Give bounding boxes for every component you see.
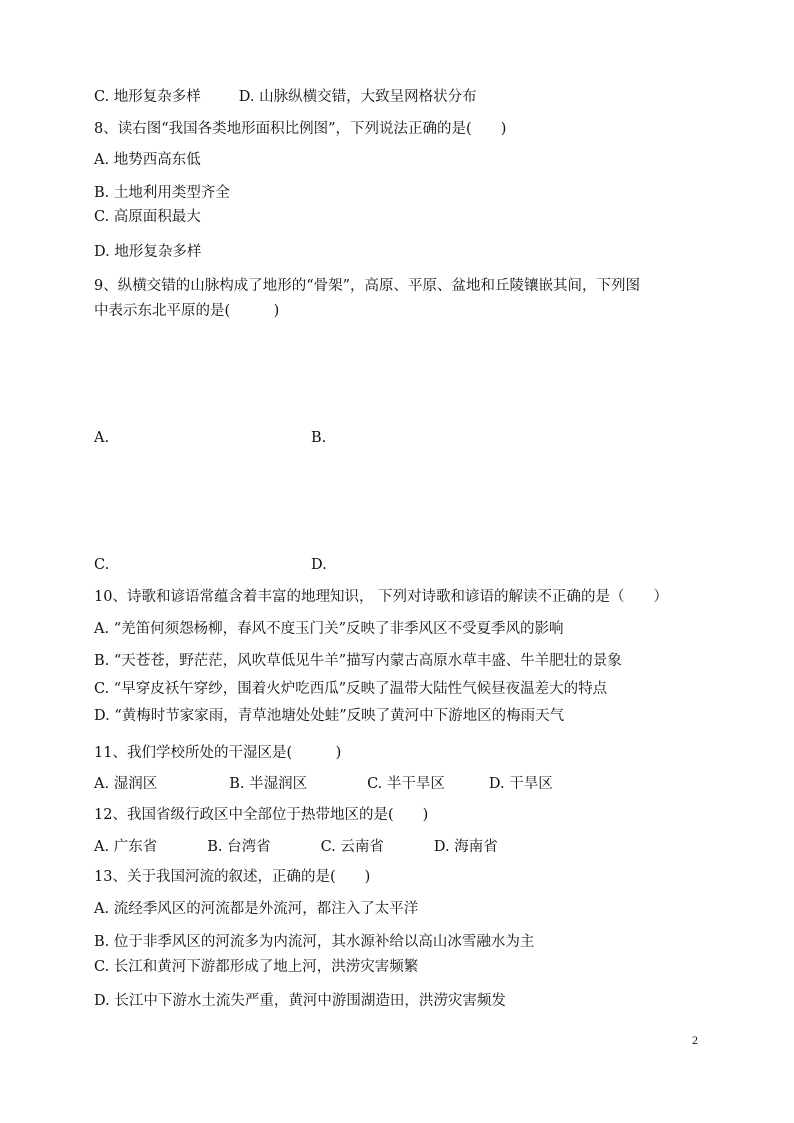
q11-options: [94, 775, 553, 793]
q7-option-c: C. 地形复杂多样: [94, 89, 201, 105]
q9-option-a: A.: [94, 430, 110, 446]
q11-option-b: B. 半湿润区: [229, 776, 308, 792]
q8-option-a: A. 地势西高东低: [94, 152, 201, 168]
q12-stem: 12、我国省级行政区中全部位于热带地区的是( ): [94, 807, 429, 823]
q11-stem: 11、我们学校所处的干湿区是( ): [94, 745, 342, 761]
q8-stem: 8、读右图“我国各类地形面积比例图”，下列说法正确的是( ): [94, 121, 507, 137]
q13-option-a: A. 流经季风区的河流都是外流河，都注入了太平洋: [94, 901, 419, 917]
q13-option-c: C. 长江和黄河下游都形成了地上河，洪涝灾害频繁: [94, 959, 419, 975]
q11-option-d: D. 干旱区: [488, 776, 553, 792]
q8-option-d: D. 地形复杂多样: [94, 244, 202, 260]
q13-option-d: D. 长江中下游水土流失严重，黄河中游围湖造田，洪涝灾害频发: [94, 993, 506, 1009]
q10-stem: 10、诗歌和谚语常蕴含着丰富的地理知识， 下列对诗歌和谚语的解读不正确的是（ ）: [94, 589, 669, 605]
q12-options: [94, 838, 498, 856]
q11-option-a: A. 湿润区: [94, 776, 158, 792]
q9-stem-line1: 9、纵横交错的山脉构成了地形的“骨架”，高原、平原、盆地和丘陵镶嵌其间，下列图: [94, 278, 641, 294]
q9-option-c: C.: [94, 557, 110, 573]
q13-option-b: B. 位于非季风区的河流多为内流河，其水源补给以高山冰雪融水为主: [94, 934, 535, 950]
q8-option-c: C. 高原面积最大: [94, 209, 201, 225]
q12-option-c: C. 云南省: [320, 839, 384, 855]
q11-option-c: C. 半干旱区: [367, 776, 445, 792]
q9-option-d: D.: [311, 557, 327, 573]
q10-option-b: B. “天苍苍，野茫茫，风吹草低见牛羊”描写内蒙古高原水草丰盛、牛羊肥壮的景象: [94, 653, 622, 669]
q9-stem-line2: 中表示东北平原的是( ): [94, 303, 280, 319]
q12-option-a: A. 广东省: [94, 839, 158, 855]
page-number: 2: [692, 1033, 698, 1047]
q10-option-a: A. “羌笛何须怨杨柳，春风不度玉门关”反映了非季风区不受夏季风的影响: [94, 621, 564, 637]
q12-option-b: B. 台湾省: [207, 839, 271, 855]
q10-option-c: C. “早穿皮袄午穿纱，围着火炉吃西瓜”反映了温带大陆性气候昼夜温差大的特点: [94, 681, 608, 697]
q8-option-b: B. 土地利用类型齐全: [94, 185, 230, 201]
q12-option-d: D. 海南省: [433, 839, 498, 855]
q9-option-b: B.: [311, 430, 327, 446]
q13-stem: 13、关于我国河流的叙述，正确的是( ): [94, 869, 371, 885]
q7-options-cd: [94, 88, 477, 106]
q7-option-d: D. 山脉纵横交错，大致呈网格状分布: [238, 89, 477, 105]
q10-option-d: D. “黄梅时节家家雨，青草池塘处处蛙”反映了黄河中下游地区的梅雨天气: [94, 708, 565, 724]
